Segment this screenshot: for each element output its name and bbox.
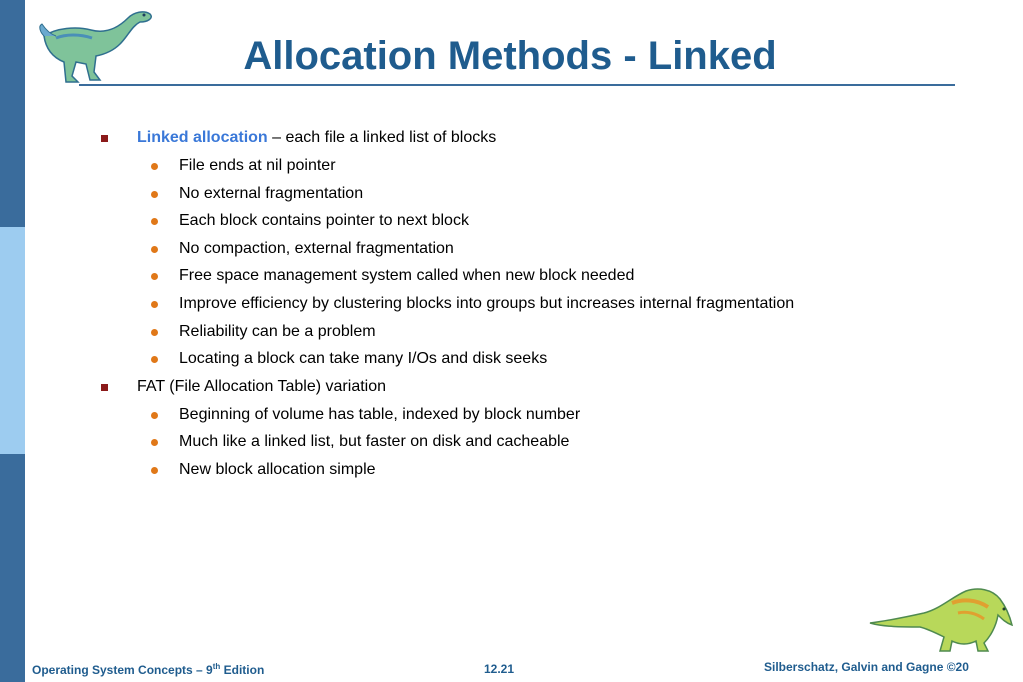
square-bullet-icon (101, 384, 108, 391)
list-item-text: – each file a linked list of blocks (267, 129, 497, 146)
list-item-text: Free space management system called when new block needed (179, 267, 635, 284)
round-bullet-icon (151, 246, 158, 253)
round-bullet-icon (151, 356, 158, 363)
round-bullet-icon (151, 329, 158, 336)
side-bar-bottom (0, 454, 25, 682)
round-bullet-icon (151, 467, 158, 474)
list-item-text: Beginning of volume has table, indexed by block number (179, 406, 581, 423)
round-bullet-icon (151, 412, 158, 419)
round-bullet-icon (151, 191, 158, 198)
list-item-text: Much like a linked list, but faster on disk and cacheable (179, 433, 570, 450)
round-bullet-icon (151, 301, 158, 308)
list-item-text: File ends at nil pointer (179, 157, 336, 174)
list-item-text: No compaction, external fragmentation (179, 240, 454, 257)
list-item-text: Reliability can be a problem (179, 323, 376, 340)
list-item-text: No external fragmentation (179, 185, 364, 202)
list-item-text: Locating a block can take many I/Os and disk seeks (179, 350, 548, 367)
list-item-text: New block allocation simple (179, 461, 376, 478)
side-bar-top (0, 0, 25, 227)
round-bullet-icon (151, 163, 158, 170)
dinosaur-footer-icon (866, 583, 1018, 655)
list-item-text: FAT (File Allocation Table) variation (137, 378, 387, 395)
round-bullet-icon (151, 218, 158, 225)
square-bullet-icon (101, 135, 108, 142)
dinosaur-logo-icon (36, 6, 156, 84)
footer-page-number: 12.21 (484, 662, 515, 676)
footer-book-title: Operating System Concepts – 9th Edition (32, 662, 265, 677)
round-bullet-icon (151, 273, 158, 280)
slide-title: Allocation Methods - Linked (243, 34, 777, 78)
highlight-term: Linked allocation (137, 129, 268, 146)
title-divider (79, 84, 955, 86)
list-item-text: Each block contains pointer to next block (179, 212, 469, 229)
footer-authors: Silberschatz, Galvin and Gagne ©20 (764, 660, 969, 674)
side-bar-middle (0, 227, 25, 454)
round-bullet-icon (151, 439, 158, 446)
list-item-text: Improve efficiency by clustering blocks into groups but increases internal fragmentation (179, 295, 795, 312)
